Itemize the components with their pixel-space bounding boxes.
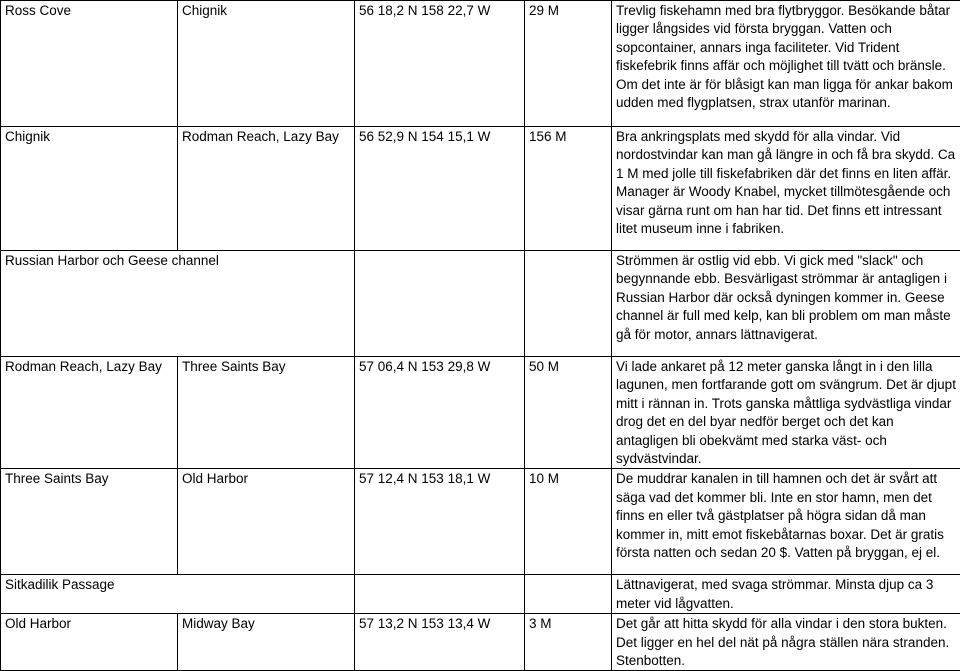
position-cell	[355, 575, 525, 614]
table-row	[1, 251, 960, 357]
from-cell: Chignik	[1, 127, 178, 251]
distance-cell: 156 M	[525, 127, 612, 251]
note-cell: Vi lade ankaret på 12 meter ganska långt in i den lilla lagunen, men fortfarande gott om svängrum. Det är djupt mitt i rännan in. Trots ganska måttliga sydvästliga vindar drog det en del byar nedför berget och det kan antagligen bli obekvämt med starka väst- och sydvästvindar.	[612, 357, 960, 469]
position-cell: 57 06,4 N 153 29,8 W	[355, 357, 525, 469]
position-cell: 57 12,4 N 153 18,1 W	[355, 469, 525, 575]
table-row	[1, 614, 960, 671]
distance-cell: 10 M	[525, 469, 612, 575]
from-cell: Rodman Reach, Lazy Bay	[1, 357, 178, 469]
to-cell: Old Harbor	[178, 469, 355, 575]
to-cell: Midway Bay	[178, 614, 355, 671]
to-cell: Three Saints Bay	[178, 357, 355, 469]
distance-cell: 29 M	[525, 1, 612, 127]
to-cell: Chignik	[178, 1, 355, 127]
position-cell	[355, 251, 525, 357]
note-cell: De muddrar kanalen in till hamnen och det är svårt att säga vad det kommer bli. Inte en stor hamn, men det finns en eller två gästplatser på högra sidan då man kommer in, mitt emot fiskebåtarnas boxar. Det är gratis första natten och sedan 20 $. Vatten på bryggan, ej el.	[612, 469, 960, 575]
distance-cell: 50 M	[525, 357, 612, 469]
position-cell: 57 13,2 N 153 13,4 W	[355, 614, 525, 671]
from-cell: Ross Cove	[1, 1, 178, 127]
from-cell: Sitkadilik Passage	[1, 575, 355, 614]
table-row	[1, 127, 960, 251]
distance-cell: 3 M	[525, 614, 612, 671]
note-cell: Strömmen är ostlig vid ebb. Vi gick med "slack" och begynnande ebb. Besvärligast strömmar är antagligen i Russian Harbor där också dyningen kommer in. Geese channel är full med kelp, kan bli problem om man måste gå för motor, annars lättnavigerat.	[612, 251, 960, 357]
note-cell: Lättnavigerat, med svaga strömmar. Minsta djup ca 3 meter vid lågvatten.	[612, 575, 960, 614]
position-cell: 56 18,2 N 158 22,7 W	[355, 1, 525, 127]
distance-cell	[525, 251, 612, 357]
table-row	[1, 1, 960, 127]
table-row	[1, 357, 960, 469]
table-row	[1, 575, 960, 614]
note-cell: Trevlig fiskehamn med bra flytbryggor. Besökande båtar ligger långsides vid första bryggan. Vatten och sopcontainer, annars inga faciliteter. Vid Trident fiskefebrik finns affär och möjlighet till tvätt och bränsle. Om det inte är för blåsigt kan man ligga för ankar bakom udden med flygplatsen, strax utanför marinan.	[612, 1, 960, 127]
from-cell: Three Saints Bay	[1, 469, 178, 575]
position-cell: 56 52,9 N 154 15,1 W	[355, 127, 525, 251]
table-row	[1, 469, 960, 575]
note-cell: Bra ankringsplats med skydd för alla vindar. Vid nordostvindar kan man gå längre in och få bra skydd. Ca 1 M med jolle till fiskefabriken där det finns en liten affär. Manager är Woody Knabel, mycket tillmötesgående och visar gärna runt om han har tid. Det finns ett intressant litet museum inne i fabriken.	[612, 127, 960, 251]
to-cell: Rodman Reach, Lazy Bay	[178, 127, 355, 251]
from-cell: Russian Harbor och Geese channel	[1, 251, 355, 357]
distance-cell	[525, 575, 612, 614]
from-cell: Old Harbor	[1, 614, 178, 671]
note-cell: Det går att hitta skydd för alla vindar i den stora bukten. Det ligger en hel del nät på några ställen nära stranden. Stenbotten.	[612, 614, 960, 671]
